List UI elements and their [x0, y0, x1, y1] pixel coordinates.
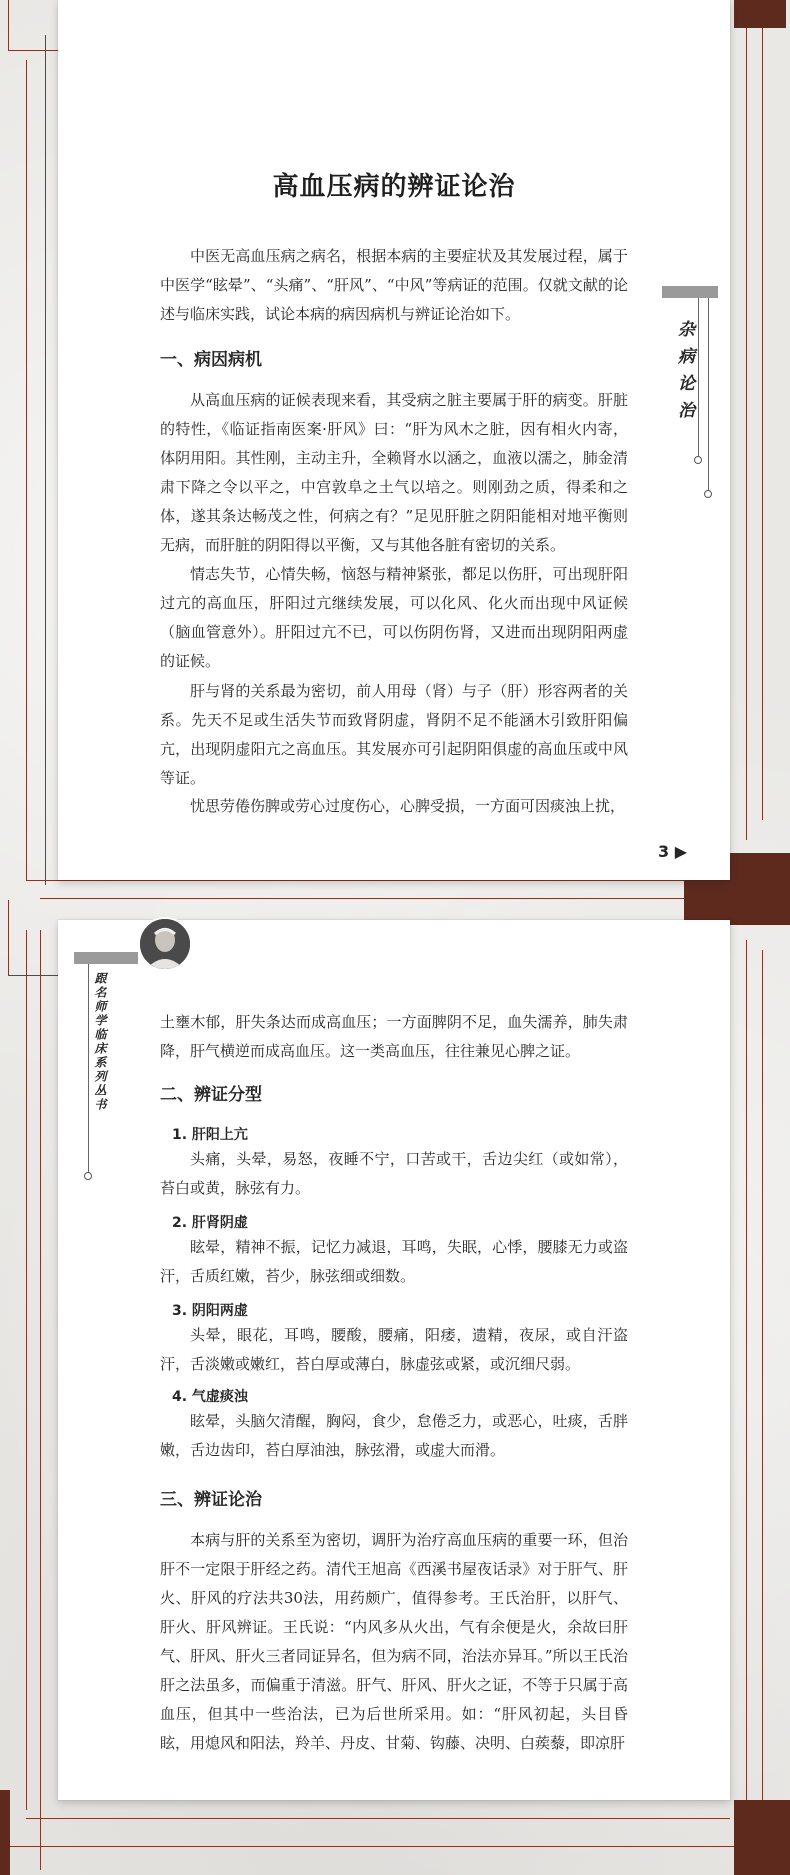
series-label-ring — [84, 1172, 92, 1180]
body-paragraph: 本病与肝的关系至为密切，调肝为治疗高血压病的重要一环，但治肝不一定限于肝经之药。清代王旭高《西溪书屋夜话录》对于肝气、肝火、肝风的疗法共30法，用药颇广，值得参考。王氏治肝，以肝气、肝火、肝风辨证。王氏说：“内风多从火出，气有余便是火，余故曰肝气、肝风、肝火三者同证异名，但为病不同，治法亦异耳。”所以王氏治肝之法虽多，而偏重于清滋。肝气、肝风、肝火之证，不等于只属于高血压，但其中一些治法，已为后世所采用。如：“肝风初起，头目昏眩，用熄风和阳法，羚羊、丹皮、甘菊、钩藤、决明、白蒺藜，即凉肝 — [160, 1531, 628, 1752]
body-paragraph: 情志失节，心情失畅，恼怒与精神紧张，都足以伤肝，可出现肝阳过亢的高血压，肝阳过亢继续发展，可以化风、化火而出现中风证候（脑血管意外）。肝阳过亢不已，可以伤阴伤肾，又进而出现阴阳两虚的证候。 — [160, 565, 628, 670]
side-label-ring — [704, 490, 712, 498]
frame-line — [762, 20, 763, 820]
frame-line — [45, 35, 46, 885]
type-heading: 1. 肝阳上亢 — [172, 1127, 248, 1143]
frame-line — [746, 940, 747, 1870]
frame-line — [746, 0, 747, 840]
type-description: 眩晕，精神不振，记忆力减退，耳鸣，失眠，心悸，腰膝无力或盗汗，舌质红嫩，苔少，脉弦细或细数。 — [160, 1238, 628, 1285]
frame-line — [26, 930, 27, 1810]
frame-line — [26, 1818, 730, 1819]
frame-line — [8, 900, 9, 975]
frame-line — [8, 0, 9, 50]
frame-line — [26, 60, 27, 880]
frame-line — [26, 880, 730, 881]
section-heading: 二、辨证分型 — [160, 1085, 262, 1105]
series-label-line — [88, 964, 89, 1174]
section-heading: 三、辨证论治 — [160, 1490, 262, 1510]
type-description: 头痛，头晕，易怒，夜睡不宁，口苦或干，舌边尖红（或如常），苔白或黄，脉弦有力。 — [160, 1150, 628, 1197]
type-description: 头晕，眼花，耳鸣，腰酸，腰痛，阳痿，遗精，夜尿，或自汗盗汗，舌淡嫩或嫩红，苔白厚或薄白，脉虚弦或紧，或沉细尺弱。 — [160, 1326, 628, 1373]
book-page-4 — [58, 920, 730, 1800]
frame-line — [8, 50, 60, 51]
series-label: 跟名师学临床系列丛书 — [93, 972, 107, 1112]
series-label-bar — [74, 952, 138, 964]
section-heading: 一、病因病机 — [160, 350, 262, 370]
body-paragraph: 从高血压病的证候表现来看，其受病之脏主要属于肝的病变。肝脏的特性，《临证指南医案·肝风》曰：“肝为风木之脏，因有相火内寄，体阴用阳。其性刚，主动主升，全赖肾水以涵之，血液以濡之，肺金清肃下降之令以平之，中宫敦阜之土气以培之。则刚劲之质，得柔和之体，遂其条达畅茂之性，何病之有？”足见肝脏之阴阳能相对地平衡则无病，而肝脏的阴阳得以平衡，又与其他各脏有密切的关系。 — [160, 391, 628, 554]
type-description: 眩晕，头脑欠清醒，胸闷，食少，怠倦乏力，或恶心，吐痰，舌胖嫩，舌边齿印，苔白厚油浊，脉弦滑，或虚大而滑。 — [160, 1412, 628, 1459]
page-title: 高血压病的辨证论治 — [272, 172, 516, 202]
frame-line — [8, 975, 58, 976]
frame-line — [40, 930, 41, 1870]
side-label-ring — [694, 456, 702, 464]
corner-block — [0, 1790, 10, 1875]
side-label-line — [708, 298, 709, 494]
continuation-paragraph: 土壅木郁，肝失条达而成高血压；一方面脾阴不足，血失濡养，肺失肃降，肝气横逆而成高血压。这一类高血压，往往兼见心脾之证。 — [160, 1013, 628, 1060]
type-heading: 4. 气虚痰浊 — [172, 1389, 248, 1405]
type-heading: 3. 阴阳两虚 — [172, 1303, 248, 1319]
intro-paragraph: 中医无高血压病之病名，根据本病的主要症状及其发展过程，属于中医学“眩晕”、“头痛”、“肝风”、“中风”等病证的范围。仅就文献的论述与临床实践，试论本病的病因病机与辨证论治如下。 — [160, 247, 628, 323]
frame-line — [40, 898, 730, 899]
body-paragraph: 肝与肾的关系最为密切，前人用母（肾）与子（肝）形容两者的关系。先天不足或生活失节而致肾阴虚，肾阴不足不能涵木引致肝阳偏亢，出现阴虚阳亢之高血压。其发展亦可引起阴阳俱虚的高血压或中风等证。 — [160, 682, 628, 787]
side-label-line — [698, 298, 699, 458]
corner-block — [734, 0, 786, 28]
author-portrait — [138, 917, 192, 971]
type-heading: 2. 肝肾阴虚 — [172, 1215, 248, 1231]
author-portrait-icon — [140, 919, 190, 969]
body-paragraph: 忧思劳倦伤脾或劳心过度伤心，心脾受损，一方面可因痰浊上扰， — [190, 797, 626, 815]
corner-block — [734, 1800, 790, 1875]
book-page-3 — [58, 0, 730, 880]
frame-line — [762, 950, 763, 1870]
page-number: 3 ▶ — [658, 842, 688, 861]
side-label: 杂病论治 — [674, 320, 694, 428]
frame-line — [0, 1846, 770, 1847]
side-label-bar — [662, 286, 718, 298]
